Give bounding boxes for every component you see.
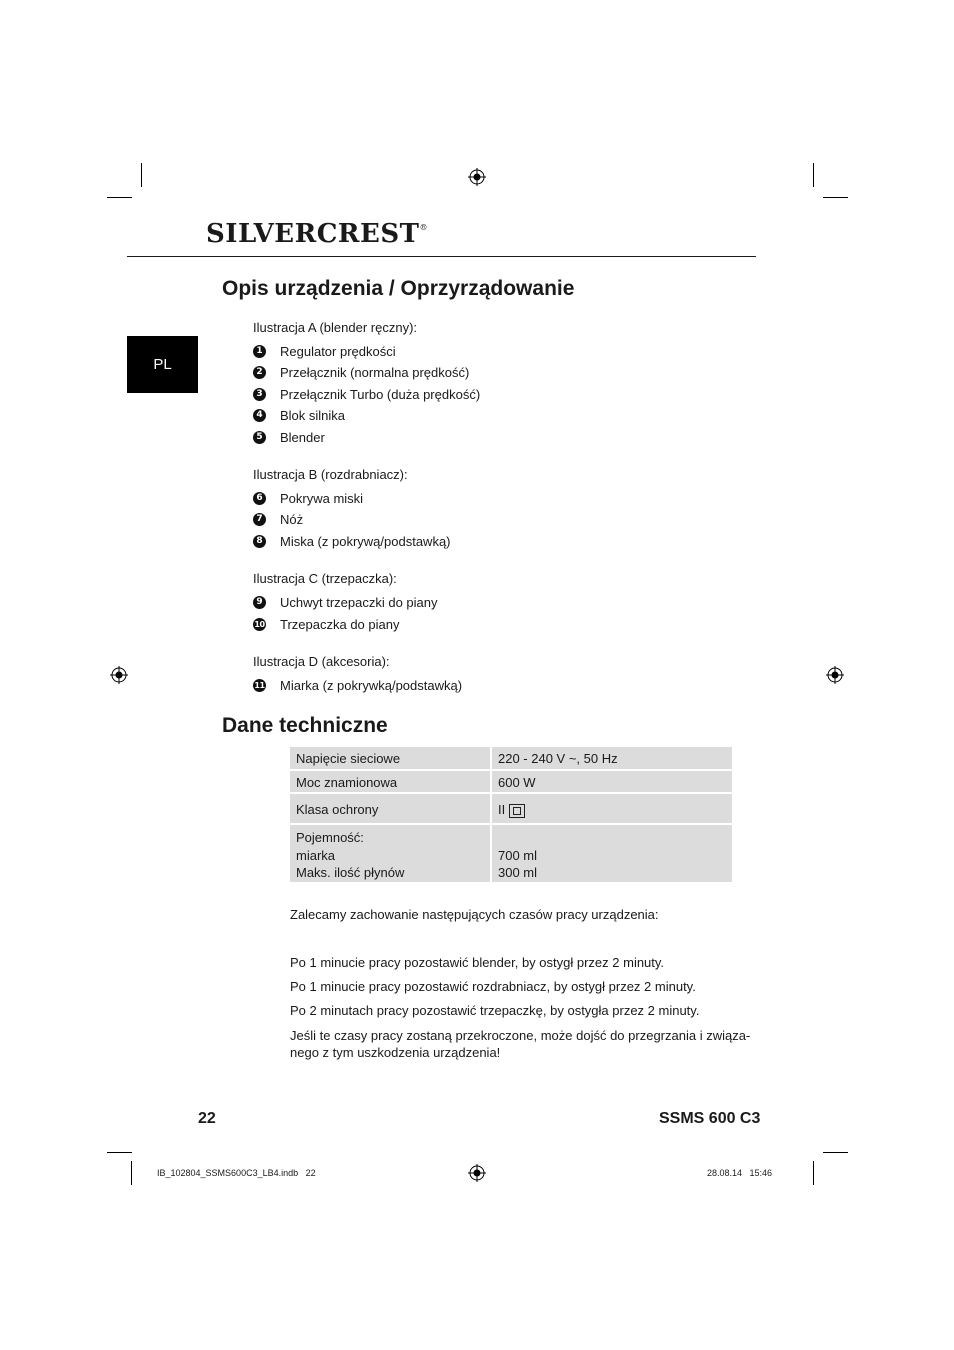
list-item: Pokrywa miski (280, 491, 364, 506)
model-number: SSMS 600 C3 (659, 1110, 761, 1127)
table-row (290, 771, 732, 794)
crop-mark (131, 1161, 132, 1185)
list-item: Regulator prędkości (280, 344, 396, 359)
registration-mark-icon (826, 666, 844, 684)
table-cell (492, 794, 732, 825)
group-heading: Ilustracja A (blender ręczny): (253, 320, 418, 335)
crop-mark (107, 1152, 132, 1153)
crop-mark (823, 197, 848, 198)
table-cell: Napięcie sieciowe (290, 747, 492, 771)
list-item: Blok silnika (280, 408, 346, 423)
crop-mark (813, 163, 814, 187)
slug-file-info: IB_102804_SSMS600C3_LB4.indb 22 (157, 1168, 316, 1178)
table-row (290, 747, 732, 771)
table-cell (290, 825, 492, 882)
group-heading: Ilustracja D (akcesoria): (253, 654, 390, 669)
registration-mark-icon (110, 666, 128, 684)
crop-mark (141, 163, 142, 187)
list-item: Trzepaczka do piany (280, 617, 400, 632)
item-number-badge: 7 (253, 513, 266, 526)
item-number-badge: 10 (254, 620, 265, 629)
crop-mark (813, 1161, 814, 1185)
table-cell: 600 W (492, 771, 732, 794)
list-item: Uchwyt trzepaczki do piany (280, 595, 438, 610)
item-number-badge: 2 (253, 366, 266, 379)
brand-logo: SILVERCREST® (206, 219, 428, 249)
section-title-description: Opis urządzenia / Oprzyrządowanie (222, 277, 575, 300)
list-item: Przełącznik (normalna prędkość) (280, 365, 470, 380)
registration-mark-icon (468, 168, 486, 186)
paragraph: Zalecamy zachowanie następujących czasów pracy urządzenia: (290, 907, 659, 922)
table-cell: Klasa ochrony (290, 794, 492, 825)
item-number-badge: 9 (253, 596, 266, 609)
crop-mark (107, 197, 132, 198)
paragraph: Po 1 minucie pracy pozostawić rozdrabniacz, by ostygł przez 2 minuty. (290, 979, 696, 994)
item-number-badge: 11 (254, 681, 265, 690)
measure-label: miarka (296, 847, 336, 863)
item-number-badge: 6 (253, 492, 266, 505)
table-row (290, 825, 732, 882)
spec-table (290, 747, 732, 882)
paragraph: Po 2 minutach pracy pozostawić trzepaczkę, by ostygła przez 2 minuty. (290, 1003, 700, 1018)
slug-date: 28.08.14 15:46 (707, 1168, 773, 1178)
paragraph: nego z tym uszkodzenia urządzenia! (290, 1045, 501, 1060)
paragraph: Po 1 minucie pracy pozostawić blender, by ostygł przez 2 minuty. (290, 955, 665, 970)
list-item: Nóż (280, 512, 304, 527)
table-row (290, 794, 732, 825)
list-item: Blender (280, 430, 325, 445)
measure-value: 700 ml (498, 847, 538, 863)
table-cell: 220 - 240 V ~, 50 Hz (492, 747, 732, 771)
paragraph: Jeśli te czasy pracy zostaną przekroczone, może dojść do przegrzania i związa- (290, 1028, 751, 1043)
list-item: Przełącznik Turbo (duża prędkość) (280, 387, 481, 402)
crop-mark (823, 1152, 848, 1153)
item-number-badge: 8 (253, 535, 266, 548)
table-cell (492, 825, 732, 882)
language-tab: PL (127, 336, 198, 393)
protection-class-ii-icon (509, 804, 525, 818)
group-heading: Ilustracja B (rozdrabniacz): (253, 467, 408, 482)
capacity-label: Pojemność: (296, 830, 364, 845)
table-cell: Moc znamionowa (290, 771, 492, 794)
item-number-badge: 3 (253, 388, 266, 401)
protection-class-value: II (498, 802, 506, 817)
group-heading: Ilustracja C (trzepaczka): (253, 571, 397, 586)
max-liquid-value: 300 ml (498, 865, 538, 880)
header-rule (127, 256, 756, 257)
page-number: 22 (198, 1110, 216, 1127)
list-item: Miska (z pokrywą/podstawką) (280, 534, 451, 549)
item-number-badge: 4 (253, 409, 266, 422)
list-item: Miarka (z pokrywką/podstawką) (280, 678, 463, 693)
item-number-badge: 1 (253, 345, 266, 358)
registration-mark-icon (468, 1164, 486, 1182)
max-liquid-label: Maks. ilość płynów (296, 865, 405, 880)
section-title-technical-data: Dane techniczne (222, 714, 388, 737)
item-number-badge: 5 (253, 431, 266, 444)
